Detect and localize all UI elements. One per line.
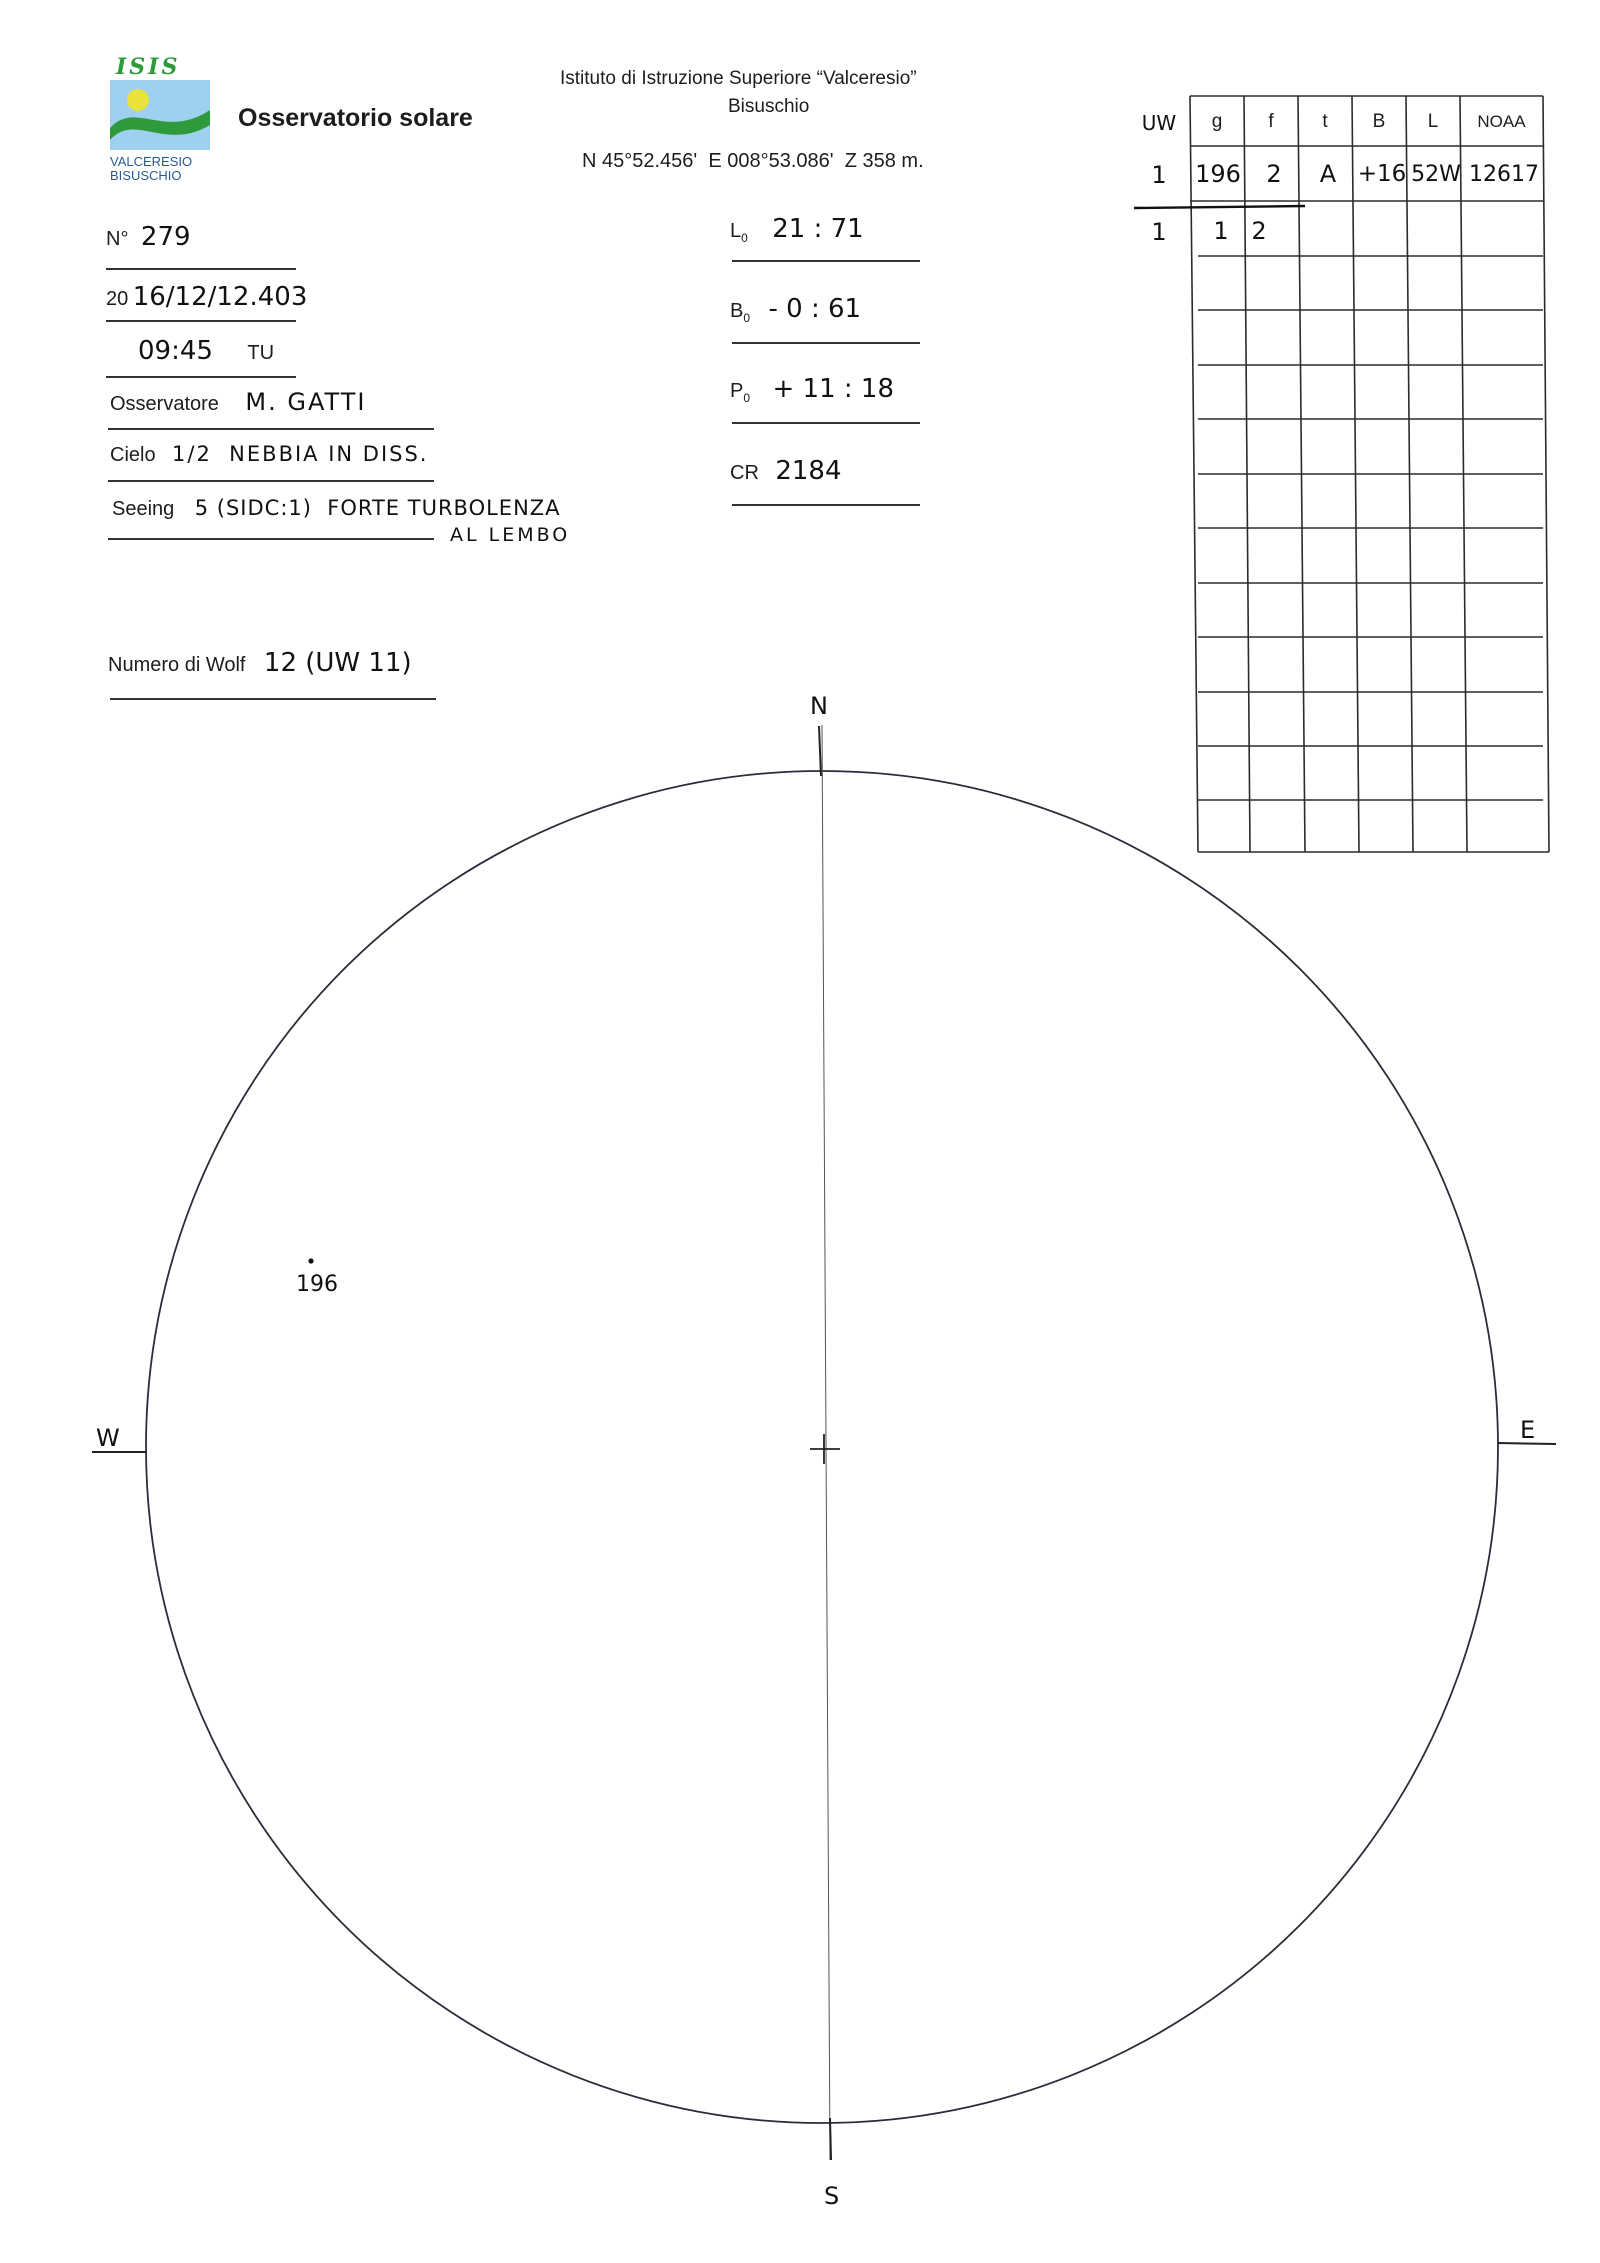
table-header-f: f <box>1268 111 1274 132</box>
observatory-coords: N 45°52.456' E 008°53.086' Z 358 m. <box>582 150 924 172</box>
date-prefix: 20 <box>106 288 129 310</box>
l0-value: 21 : 71 <box>772 214 864 244</box>
institute-town: Bisuschio <box>728 96 810 117</box>
time-suffix: TU <box>247 342 275 364</box>
seeing-value-continued: AL LEMBO <box>450 524 571 546</box>
cr-label: CR <box>730 462 759 484</box>
number-value: 279 <box>140 222 191 252</box>
table-row1-noaa: 12617 <box>1469 161 1539 187</box>
south-tick <box>830 2118 831 2160</box>
table-header-uw: UW <box>1141 111 1177 135</box>
north-tick <box>819 726 821 776</box>
number-label: N° <box>106 228 129 250</box>
table-row1-b: +16 <box>1357 161 1407 187</box>
p0-value: + 11 : 18 <box>772 374 894 404</box>
table-header-b: B <box>1372 111 1386 132</box>
table-row1-uw: 1 <box>1151 161 1167 189</box>
sunspot-group-196 <box>308 1258 313 1263</box>
table-total-g: 1 <box>1213 217 1229 245</box>
seeing-label: Seeing <box>112 498 175 520</box>
logo-text-2: BISUSCHIO <box>110 168 182 183</box>
cardinal-north: N <box>810 692 828 720</box>
table-header-l: L <box>1427 111 1439 132</box>
wolf-value: 12 (UW 11) <box>263 648 412 678</box>
table-total-uw: 1 <box>1151 218 1167 246</box>
sunspot-group-label: 196 <box>296 1272 338 1297</box>
cardinal-west: W <box>96 1424 120 1452</box>
cardinal-south: S <box>824 2182 840 2210</box>
table-header-g: g <box>1211 111 1223 132</box>
date-value: 16/12/12.403 <box>132 282 308 312</box>
sky-label: Cielo <box>110 444 156 466</box>
solar-disk-outline <box>146 771 1498 2123</box>
seeing-value: 5 (SIDC:1) FORTE TURBOLENZA <box>194 496 561 520</box>
table-row1-g: 196 <box>1195 160 1241 188</box>
sky-value: 1/2 NEBBIA IN DISS. <box>172 442 429 466</box>
l0-label: $L_0$ <box>730 220 748 245</box>
institute-name: Istituto di Istruzione Superiore “Valceresio” <box>560 68 917 89</box>
table-row1-t: A <box>1319 160 1337 188</box>
table-total-f: 2 <box>1251 217 1267 245</box>
cr-value: 2184 <box>775 456 842 486</box>
observatory-title: Osservatorio solare <box>238 104 473 132</box>
wolf-label: Numero di Wolf <box>108 654 246 676</box>
table-header-t: t <box>1322 111 1328 132</box>
cardinal-east: E <box>1520 1416 1536 1444</box>
p0-label: $P_0$ <box>730 380 751 405</box>
logo-wordmark: ISIS <box>116 54 181 80</box>
table-row1-f: 2 <box>1266 160 1282 188</box>
observer-label: Osservatore <box>110 393 219 415</box>
b0-value: - 0 : 61 <box>768 294 862 324</box>
time-value: 09:45 <box>138 336 213 366</box>
observer-value: M. GATTI <box>245 388 367 416</box>
logo-text-1: VALCERESIO <box>110 154 193 169</box>
b0-label: $B_0$ <box>730 300 751 325</box>
table-row1-l: 52W <box>1411 161 1461 187</box>
table-header-noaa: NOAA <box>1477 112 1526 131</box>
